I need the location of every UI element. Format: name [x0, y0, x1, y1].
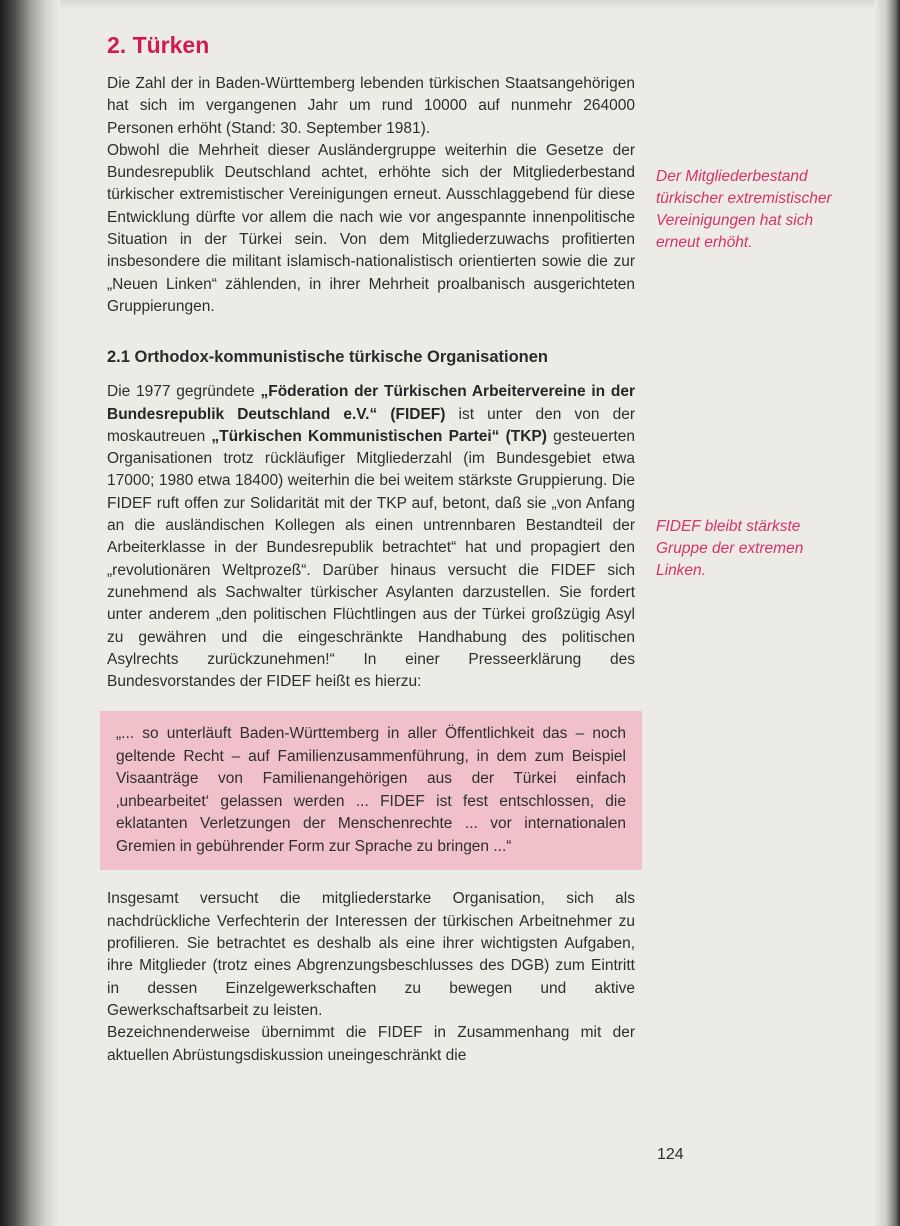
main-text-column — [107, 32, 635, 1067]
page-number: 124 — [657, 1146, 684, 1163]
tkp-name-bold: „Türkischen Kommunistischen Partei“ (TKP) — [211, 427, 547, 445]
intro-paragraph-1: Die Zahl der in Baden-Württemberg lebenden türkischen Staatsangehörigen hat sich im vergangenen Jahr um rund 10000 auf nunmehr 264000 Personen erhöht (Stand: 30. September 1981). — [107, 75, 635, 137]
margin-note-membership: Der Mitgliederbestand türkischer extremistischer Vereinigungen hat sich erneut erhöht. — [656, 168, 832, 251]
intro-paragraph-2: Obwohl die Mehrheit dieser Ausländergruppe weiterhin die Gesetze der Bundesrepublik Deutschland achtet, erhöhte sich der Mitgliederbestand türkischer extremistischer Vereinigungen erneut. Ausschlaggebend für diese Entwicklung dürfte vor allem die nach wie vor angespannte innenpolitische Situation in der Türkei sein. Von dem Mitgliederzuwachs profitierten insbesondere die militant islamisch-nationalistisch orientierten sowie die zur „Neuen Linken“ zählenden, in ihrer Mehrheit proalbanisch ausgerichteten Gruppierungen. — [107, 141, 635, 315]
section-heading: 2.1 Orthodox-kommunistische türkische Organisationen — [107, 348, 549, 367]
margin-note-fidef: FIDEF bleibt stärkste Gruppe der extremen Linken. — [656, 518, 804, 579]
book-edge-shadow-right — [874, 0, 900, 1226]
page-top-edge — [0, 0, 900, 10]
section-paragraph — [107, 381, 635, 693]
closing-paragraph-1: Insgesamt versucht die mitgliederstarke Organisation, sich als nachdrückliche Verfechterin der Interessen der türkischen Arbeitnehmer zu profilieren. Sie betrachtet es deshalb als eine ihrer wichtigsten Aufgaben, ihre Mitglieder (trotz eines Abgrenzungsbeschlusses des DGB) zum Eintritt in dessen Einzelgewerkschaften zu bewegen und aktive Gewerkschaftsarbeit zu leisten. — [107, 890, 635, 1019]
quote-text: „... so unterläuft Baden-Württemberg in aller Öffentlichkeit das – noch geltende Recht – auf Familienzusammenführung, in dem zum Beispiel Visaanträge von Familienangehörigen aus der Türkei einfach ‚unbearbeitet‘ gelassen werden ... FIDEF ist fest entschlossen, die eklatanten Verletzungen der Menschenrechte ... vor internationalen Gremien in gebührender Form zur Sprache zu bringen ...“ — [116, 725, 626, 855]
quote-box — [100, 711, 642, 870]
section-text-part-2: ist unter den von der moskautreuen — [107, 405, 635, 445]
fidef-name-bold: „Föderation der Türkischen Arbeitervereine in der Bundesrepublik Deutschland e.V.“ (FIDEF) — [107, 383, 636, 423]
section-text-part-1: Die 1977 gegründete — [107, 383, 261, 401]
closing-paragraph-2: Bezeichnenderweise übernimmt die FIDEF in Zusammenhang mit der aktuellen Abrüstungsdiskussion uneingeschränkt die — [107, 1024, 635, 1064]
book-spine-shadow-left — [0, 0, 60, 1226]
section-text-part-3: gesteuerten Organisationen trotz rückläufiger Mitgliederzahl (im Bundesgebiet etwa 17000; 1980 etwa 18400) weiterhin die bei weitem stärkste Gruppierung. Die FIDEF ruft offen zur Solidarität mit der TKP auf, betont, daß sie „von Anfang an die ausländischen Kollegen als einen untrennbaren Bestandteil der Arbeiterklasse in der Bundesrepublik betrachtet“ hat und propagiert den „revolutionären Weltprozeß“. Darüber hinaus versucht die FIDEF sich zunehmend als Sachwalter türkischer Asylanten darzustellen. Sie fordert unter anderem „den politischen Flüchtlingen aus der Türkei großzügig Asyl zu gewähren und die eingeschränkte Handhabung des politischen Asylrechts zurückzunehmen!“ In einer Presseerklärung des Bundesvorstandes der FIDEF heißt es hierzu: — [107, 427, 635, 691]
chapter-heading: 2. Türken — [107, 32, 210, 58]
